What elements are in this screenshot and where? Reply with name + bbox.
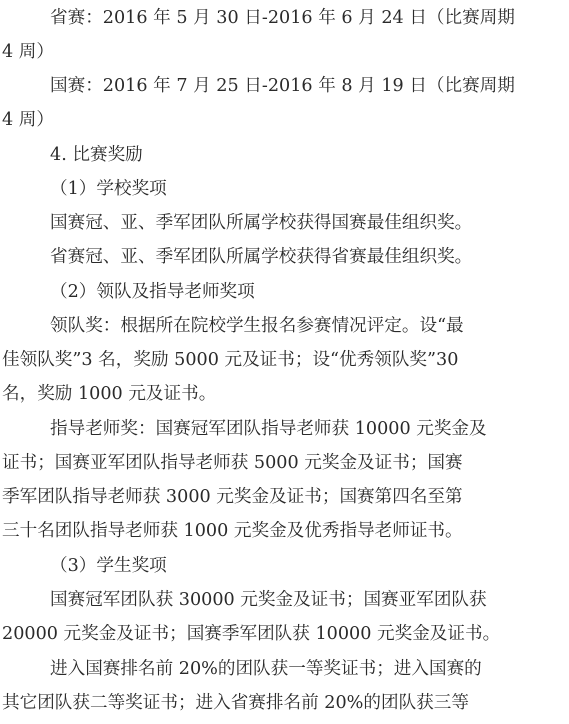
text-line-leader-award-3 bbox=[0, 381, 569, 407]
text-span: 领队奖：根据所在院校学生报名参赛情况评定。设“最 bbox=[50, 316, 464, 336]
text-span: 4 周） bbox=[2, 110, 54, 130]
subheading-leader-teacher-awards bbox=[0, 279, 569, 305]
text-span: （3）学生奖项 bbox=[50, 556, 167, 576]
text-line-provincial-school-award bbox=[0, 244, 569, 270]
subheading-school-awards bbox=[0, 176, 569, 202]
text-line-national-duration bbox=[0, 107, 569, 133]
text-span: 国赛：2016 年 7 月 25 日-2016 年 8 月 19 日（比赛周期 bbox=[50, 76, 515, 96]
text-line-teacher-award-2 bbox=[0, 450, 569, 476]
text-line-leader-award-1 bbox=[0, 313, 569, 339]
text-line-teacher-award-1 bbox=[0, 416, 569, 442]
text-line-provincial-dates bbox=[0, 5, 569, 31]
text-span: 国赛冠军团队获 30000 元奖金及证书；国赛亚军团队获 bbox=[50, 590, 487, 610]
text-span: 季军团队指导老师获 3000 元奖金及证书；国赛第四名至第 bbox=[2, 487, 463, 507]
text-span: （1）学校奖项 bbox=[50, 179, 167, 199]
subheading-student-awards bbox=[0, 553, 569, 579]
text-span: 进入国赛排名前 20%的团队获一等奖证书；进入国赛的 bbox=[50, 659, 482, 679]
text-span: 省赛冠、亚、季军团队所属学校获得省赛最佳组织奖。 bbox=[50, 247, 473, 267]
text-span: 20000 元奖金及证书；国赛季军团队获 10000 元奖金及证书。 bbox=[2, 624, 501, 644]
text-line-student-award-4 bbox=[0, 690, 569, 716]
text-span: 4. 比赛奖励 bbox=[50, 145, 143, 165]
text-span: 指导老师奖：国赛冠军团队指导老师获 10000 元奖金及 bbox=[50, 419, 487, 439]
text-line-student-award-2 bbox=[0, 621, 569, 647]
text-span: 国赛冠、亚、季军团队所属学校获得国赛最佳组织奖。 bbox=[50, 213, 473, 233]
text-span: 其它团队获二等奖证书；进入省赛排名前 20%的团队获三等 bbox=[2, 693, 469, 713]
text-line-student-award-3 bbox=[0, 656, 569, 682]
text-span: 名，奖励 1000 元及证书。 bbox=[2, 384, 217, 404]
text-span: 证书；国赛亚军团队指导老师获 5000 元奖金及证书；国赛 bbox=[2, 453, 463, 473]
text-span: （2）领队及指导老师奖项 bbox=[50, 282, 255, 302]
text-span: 省赛：2016 年 5 月 30 日-2016 年 6 月 24 日（比赛周期 bbox=[50, 8, 515, 28]
text-span: 佳领队奖”3 名，奖励 5000 元及证书；设“优秀领队奖”30 bbox=[2, 350, 459, 370]
text-line-provincial-duration bbox=[0, 39, 569, 65]
text-span: 4 周） bbox=[2, 42, 54, 62]
text-line-leader-award-2 bbox=[0, 347, 569, 373]
text-span: 三十名团队指导老师获 1000 元奖金及优秀指导老师证书。 bbox=[2, 521, 463, 541]
section-heading-awards bbox=[0, 142, 569, 168]
text-line-national-dates bbox=[0, 73, 569, 99]
text-line-student-award-1 bbox=[0, 587, 569, 613]
text-line-national-school-award bbox=[0, 210, 569, 236]
text-line-teacher-award-4 bbox=[0, 518, 569, 544]
text-line-teacher-award-3 bbox=[0, 484, 569, 510]
